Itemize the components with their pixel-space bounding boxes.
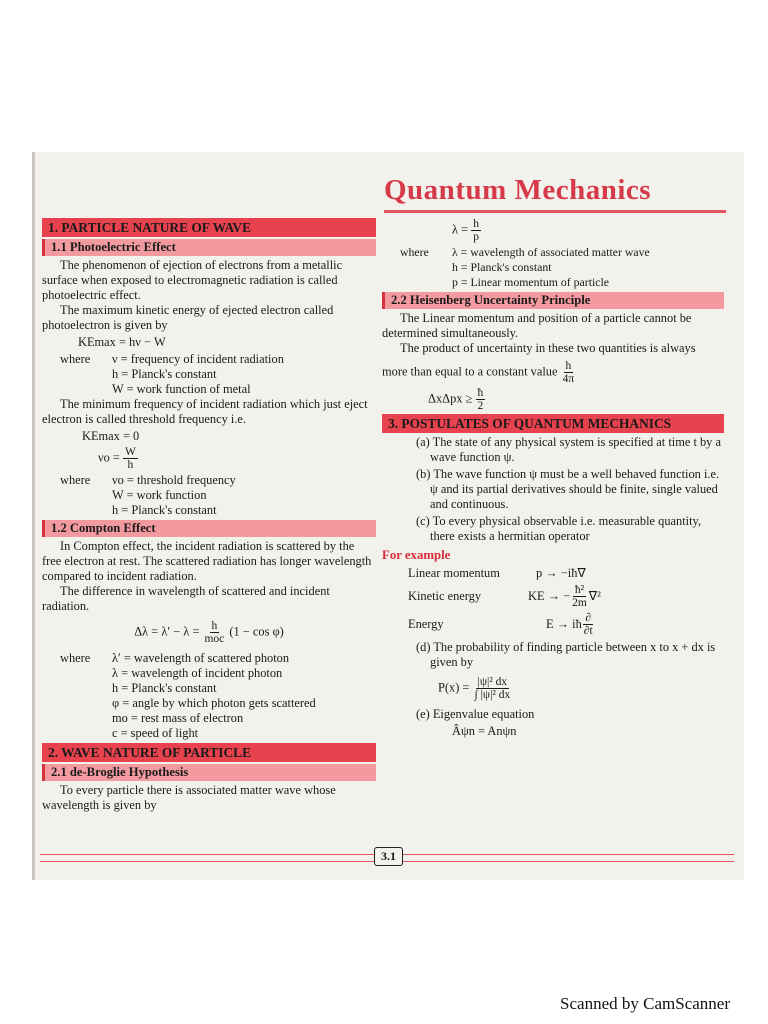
equation-threshold-frequency: νo = $\frac{W}{h}$ [98, 446, 136, 471]
definition-item: mo = rest mass of electron [112, 711, 244, 725]
right-column [382, 216, 724, 741]
equation-heisenberg: ΔxΔpx ≥ $\frac{ħ}{2}$ [428, 387, 484, 412]
definition-item: φ = angle by which photon gets scattered [112, 696, 316, 710]
definition-item: h = Planck's constant [112, 367, 217, 381]
postulate-d: (d) The probability of finding particle between x to x + dx is given by [416, 640, 716, 669]
paragraph-uncertainty: The Linear momentum and position of a particle cannot be determined simultaneously. [382, 311, 692, 340]
where-label: where [60, 651, 91, 665]
paragraph-uncertainty-product: The product of uncertainty in these two quantities is always [400, 341, 696, 355]
equation-ke-max: KEmax = hν − W [78, 335, 166, 349]
scanned-page [32, 152, 744, 880]
where-label: where [60, 352, 91, 366]
definition-item: h = Planck's constant [112, 681, 217, 695]
paragraph-photoelectric: The phenomenon of ejection of electrons from a metallic surface when exposed to electromagnetic radiation is called photoelectric effect. [42, 258, 343, 302]
definition-item: λ = wavelength of incident photon [112, 666, 283, 680]
subsection-heading-1-2: 1.2 Compton Effect [42, 520, 376, 537]
equation-ke-zero: KEmax = 0 [82, 429, 140, 443]
definition-item: h = Planck's constant [452, 260, 552, 274]
where-label: where [60, 473, 91, 487]
definition-item: p = Linear momentum of particle [452, 275, 610, 289]
postulate-c: (c) To every physical observable i.e. measurable quantity, there exists a hermitian operator [416, 514, 702, 543]
subsection-heading-2-1: 2.1 de-Broglie Hypothesis [42, 764, 376, 781]
scanner-watermark: Scanned by CamScanner [560, 994, 730, 1013]
definitions-compton [42, 651, 376, 741]
definition-item: νo = threshold frequency [112, 473, 236, 487]
equation-probability: P(x) = $\frac{\text{|ψ|² dx}}{\text{∫ |ψ|² dx}}$ [438, 676, 511, 701]
section-heading-1: 1. PARTICLE NATURE OF WAVE [42, 218, 376, 237]
postulate-a: (a) The state of any physical system is specified at time t by a wave function ψ. [416, 435, 721, 464]
definition-item: W = work function [112, 488, 207, 502]
where-label: where [400, 245, 429, 259]
equation-compton-shift: Δλ = λ′ − λ = $\frac{h}{\text{moc}}$ (1 − cos φ) [134, 620, 284, 645]
example-linear-momentum: Linear momentum p → −iħ∇ [408, 566, 586, 580]
subsection-heading-2-2: 2.2 Heisenberg Uncertainty Principle [382, 292, 724, 309]
page-number: 3.1 [374, 847, 403, 866]
definitions-photoelectric [42, 352, 376, 397]
paragraph-constant-value: more than equal to a constant value $\frac{h}{4\pi}$ [382, 360, 575, 385]
example-heading: For example [382, 548, 451, 562]
definition-item: λ′ = wavelength of scattered photon [112, 651, 290, 665]
paragraph-compton: In Compton effect, the incident radiation is scattered by the free electron at rest. The scattered radiation has longer wavelength compared to incident radiation. [42, 539, 372, 583]
definition-item: c = speed of light [112, 726, 199, 740]
paragraph-threshold: The minimum frequency of incident radiation which just eject electron is called threshold frequency i.e. [42, 397, 368, 426]
definitions-threshold [42, 473, 376, 518]
definition-item: ν = frequency of incident radiation [112, 352, 284, 366]
subsection-heading-1-1: 1.1 Photoelectric Effect [42, 239, 376, 256]
postulate-e: (e) Eigenvalue equation [416, 707, 535, 721]
definition-item: W = work function of metal [112, 382, 251, 396]
definitions-de-broglie [382, 245, 724, 290]
paragraph-de-broglie: To every particle there is associated matter wave whose wavelength is given by [42, 783, 336, 812]
definition-item: h = Planck's constant [112, 503, 217, 517]
chapter-title: Quantum Mechanics [384, 174, 652, 206]
section-heading-3: 3. POSTULATES OF QUANTUM MECHANICS [382, 414, 724, 433]
postulate-b: (b) The wave function ψ must be a well behaved function i.e. ψ and its partial derivatives should be finite, single valued and continuous. [416, 467, 720, 511]
section-heading-2: 2. WAVE NATURE OF PARTICLE [42, 743, 376, 762]
equation-de-broglie: λ = $\frac{h}{p}$ [452, 218, 479, 243]
example-kinetic-energy: Kinetic energy KE → − $\frac{\text{ħ²}}{2m}$ ∇² [408, 584, 601, 609]
page-spine-shadow [32, 152, 35, 880]
example-energy: Energy E → iħ $\frac{\partial}{\partial t}$ [408, 612, 593, 637]
definition-item: λ = wavelength of associated matter wave [452, 245, 650, 259]
left-column [42, 216, 376, 813]
equation-eigenvalue: Âψn = Anψn [452, 724, 517, 738]
title-underline [384, 210, 726, 213]
paragraph-max-ke: The maximum kinetic energy of ejected electron called photoelectron is given by [42, 303, 334, 332]
paragraph-wavelength-difference: The difference in wavelength of scattered and incident radiation. [42, 584, 330, 613]
